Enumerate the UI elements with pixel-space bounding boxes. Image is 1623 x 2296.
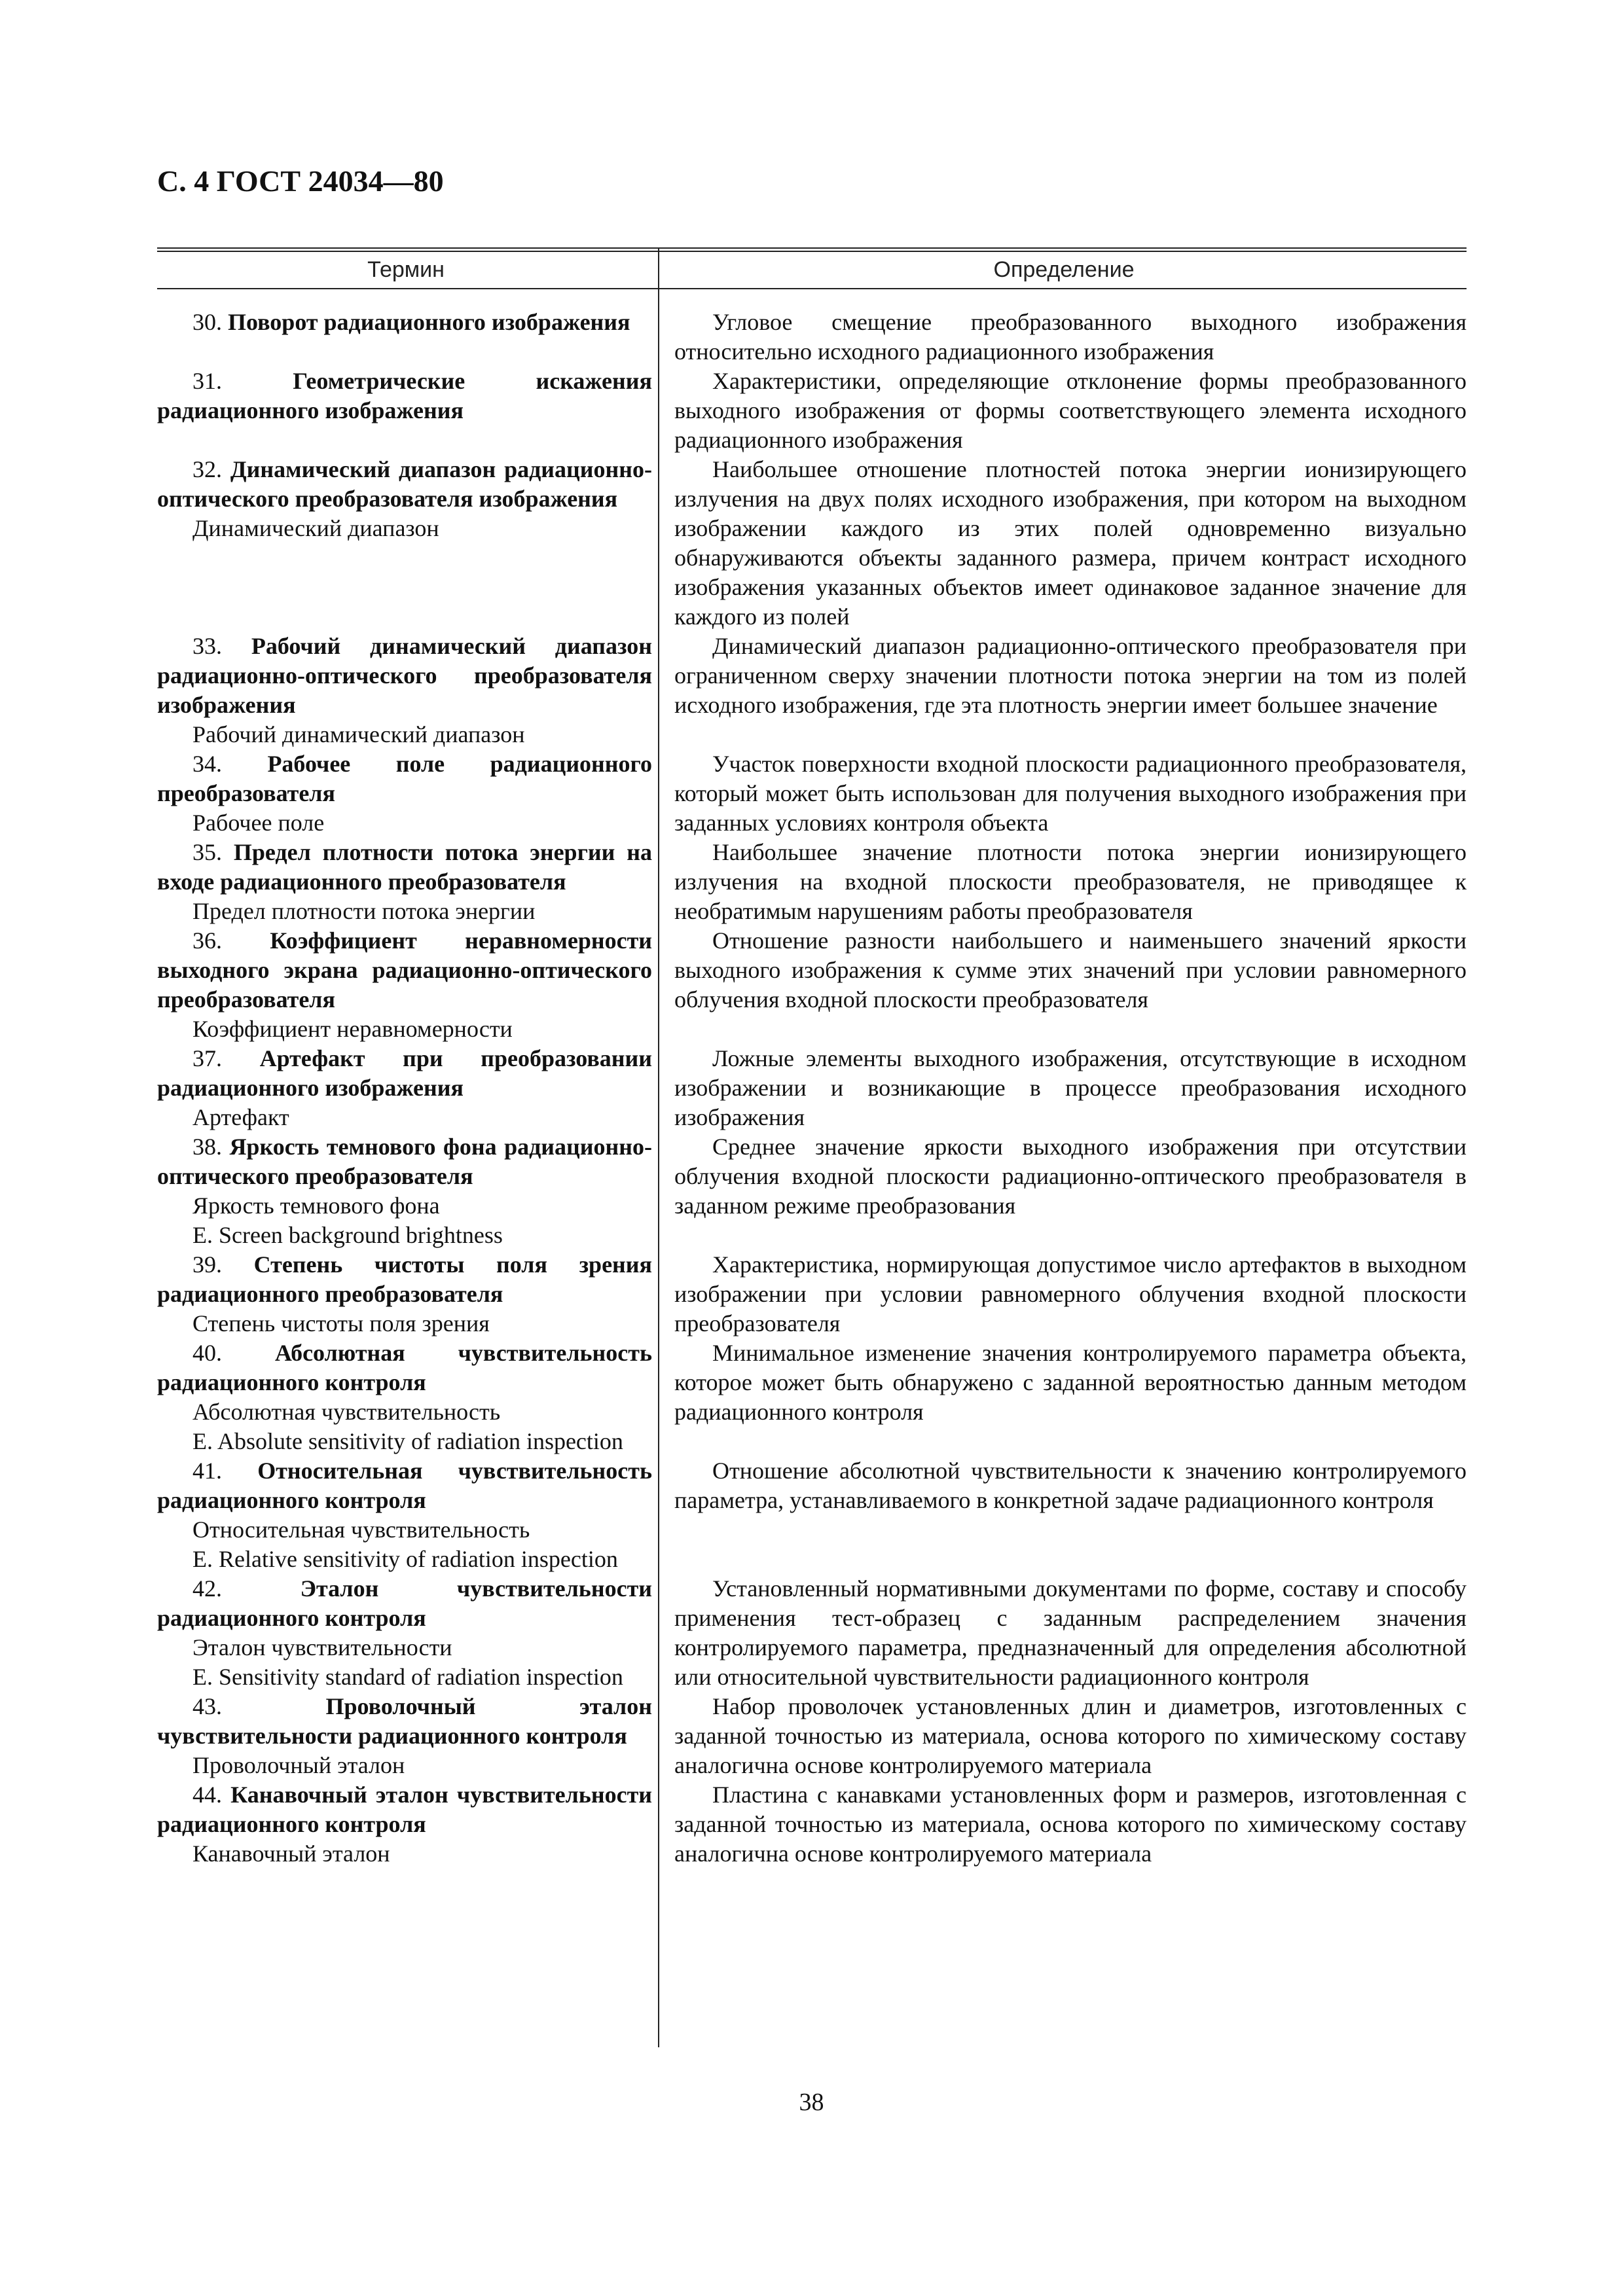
- table-header-rule: [157, 288, 1467, 289]
- table-row: [157, 1250, 1467, 1338]
- term-short-form: Яркость темнового фона: [192, 1193, 440, 1219]
- term-english: E. Absolute sensitivity of radiation inspection: [192, 1428, 623, 1454]
- table-row: [157, 367, 1467, 455]
- term-cell: [157, 632, 655, 749]
- table-row: [157, 1456, 1467, 1574]
- term-number: 32.: [192, 456, 222, 482]
- definition-cell: [655, 308, 1467, 367]
- term-title: Яркость темнового фона радиационно-оптического преобразователя: [157, 1134, 652, 1189]
- term-title: Артефакт при преобразовании радиационного изображения: [157, 1045, 653, 1101]
- definition-text: Угловое смещение преобразованного выходного изображения относительно исходного радиационного изображения: [674, 309, 1467, 365]
- definition-text: Наибольшее отношение плотностей потока энергии ионизирующего излучения на двух полях исходного изображения, при котором на выходном изображении каждого из этих полей одновременно визуально обнаруживаются объекты заданного размера, причем контраст исходного изображения указанных объектов имеет одинаковое заданное значение для каждого из полей: [674, 456, 1467, 630]
- term-title: Предел плотности потока энергии на входе радиационного преобразователя: [157, 839, 653, 895]
- term-number: 31.: [192, 368, 222, 394]
- column-header-definition: Определение: [993, 257, 1135, 282]
- term-cell: [157, 749, 655, 838]
- page-header: С. 4 ГОСТ 24034—80: [157, 164, 444, 198]
- definition-text: Участок поверхности входной плоскости радиационного преобразователя, который может быть использован для получения выходного изображения при заданных условиях контроля объекта: [674, 751, 1467, 836]
- table-row: [157, 838, 1467, 926]
- terms-table: [157, 308, 1467, 1869]
- definition-cell: [655, 1692, 1467, 1780]
- term-number: 42.: [192, 1575, 222, 1602]
- term-cell: [157, 1456, 655, 1574]
- term-cell: [157, 1574, 655, 1692]
- term-title: Относительная чувствительность радиационного контроля: [157, 1458, 652, 1513]
- definition-cell: [655, 1132, 1467, 1250]
- definition-text: Наибольшее значение плотности потока энергии ионизирующего излучения на входной плоскости преобразователя, не приводящее к необратимым нарушениям работы преобразователя: [674, 839, 1467, 924]
- term-title: Канавочный эталон чувствительности радиационного контроля: [157, 1782, 652, 1837]
- term-cell: [157, 308, 655, 367]
- table-row: [157, 749, 1467, 838]
- definition-cell: [655, 1338, 1467, 1456]
- definition-text: Установленный нормативными документами по форме, составу и способу применения тест-образец с заданным распределением значения контролируемого параметра, предназначенный для определения абсолютной или относительной чувствительности радиационного контроля: [674, 1575, 1467, 1690]
- term-cell: [157, 1692, 655, 1780]
- definition-cell: [655, 1574, 1467, 1692]
- term-short-form: Проволочный эталон: [192, 1752, 405, 1778]
- table-row: [157, 632, 1467, 749]
- term-title: Абсолютная чувствительность радиационного контроля: [157, 1340, 652, 1395]
- term-title: Проволочный эталон чувствительности радиационного контроля: [157, 1693, 652, 1749]
- page-number: 38: [799, 2089, 824, 2116]
- definition-text: Характеристика, нормирующая допустимое число артефактов в выходном изображении при условии равномерного облучения входной плоскости преобразователя: [674, 1251, 1467, 1336]
- definition-text: Минимальное изменение значения контролируемого параметра объекта, которое может быть обнаружено с заданной вероятностью данным методом радиационного контроля: [674, 1340, 1467, 1425]
- term-short-form: Коэффициент неравномерности: [192, 1016, 513, 1042]
- definition-text: Отношение разности наибольшего и наименьшего значений яркости выходного изображения к сумме этих значений при условии равномерного облучения входной плоскости преобразователя: [674, 927, 1467, 1013]
- term-short-form: Эталон чувствительности: [192, 1634, 452, 1660]
- term-title: Рабочее поле радиационного преобразователя: [157, 751, 652, 806]
- definition-text: Набор проволочек установленных длин и диаметров, изготовленных с заданной точностью из материала, основа которого по химическому составу аналогична основе контролируемого материала: [674, 1693, 1467, 1778]
- column-header-term: Термин: [367, 257, 445, 282]
- term-number: 37.: [192, 1045, 222, 1071]
- term-short-form: Рабочий динамический диапазон: [192, 721, 525, 747]
- term-short-form: Канавочный эталон: [192, 1840, 390, 1867]
- term-cell: [157, 367, 655, 455]
- definition-cell: [655, 1044, 1467, 1132]
- definition-cell: [655, 926, 1467, 1044]
- term-title: Коэффициент неравномерности выходного экрана радиационно-оптического преобразователя: [157, 927, 653, 1013]
- term-short-form: Предел плотности потока энергии: [192, 898, 536, 924]
- term-title: Поворот радиационного изображения: [228, 309, 630, 335]
- term-number: 38.: [192, 1134, 222, 1160]
- definition-text: Динамический диапазон радиационно-оптического преобразователя при ограниченном сверху значении плотности потока энергии на том из полей исходного изображения, где эта плотность энергии имеет большее значение: [674, 633, 1467, 718]
- table-row: [157, 455, 1467, 632]
- term-cell: [157, 1250, 655, 1338]
- table-row: [157, 926, 1467, 1044]
- definition-text: Пластина с канавками установленных форм и размеров, изготовленная с заданной точностью из материала, основа которого по химическому составу аналогична основе контролируемого материала: [674, 1782, 1467, 1867]
- term-cell: [157, 926, 655, 1044]
- term-title: Геометрические искажения радиационного изображения: [157, 368, 652, 423]
- term-cell: [157, 1338, 655, 1456]
- definition-cell: [655, 1456, 1467, 1574]
- term-number: 41.: [192, 1458, 222, 1484]
- table-row: [157, 1338, 1467, 1456]
- definition-cell: [655, 455, 1467, 632]
- term-cell: [157, 1132, 655, 1250]
- term-english: E. Relative sensitivity of radiation inspection: [192, 1546, 618, 1572]
- definition-cell: [655, 1780, 1467, 1869]
- term-title: Степень чистоты поля зрения радиационного преобразователя: [157, 1251, 653, 1307]
- term-number: 30.: [192, 309, 222, 335]
- term-short-form: Степень чистоты поля зрения: [192, 1310, 490, 1336]
- definition-cell: [655, 838, 1467, 926]
- definition-cell: [655, 367, 1467, 455]
- term-title: Динамический диапазон радиационно-оптического преобразователя изображения: [157, 456, 653, 512]
- term-title: Эталон чувствительности радиационного контроля: [157, 1575, 652, 1631]
- definition-cell: [655, 632, 1467, 749]
- term-cell: [157, 1044, 655, 1132]
- term-short-form: Артефакт: [192, 1104, 289, 1130]
- term-number: 39.: [192, 1251, 222, 1278]
- term-title: Рабочий динамический диапазон радиационно-оптического преобразователя изображения: [157, 633, 652, 718]
- term-english: E. Screen background brightness: [192, 1222, 503, 1248]
- term-number: 44.: [192, 1782, 222, 1808]
- table-row: [157, 1692, 1467, 1780]
- definition-text: Ложные элементы выходного изображения, отсутствующие в исходном изображении и возникающие в процессе преобразования исходного изображения: [674, 1045, 1467, 1130]
- definition-text: Отношение абсолютной чувствительности к значению контролируемого параметра, устанавливаемого в конкретной задаче радиационного контроля: [674, 1458, 1467, 1513]
- definition-text: Характеристики, определяющие отклонение формы преобразованного выходного изображения от формы соответствующего элемента исходного радиационного изображения: [674, 368, 1467, 453]
- table-row: [157, 1574, 1467, 1692]
- term-number: 40.: [192, 1340, 222, 1366]
- term-number: 36.: [192, 927, 222, 954]
- table-row: [157, 1044, 1467, 1132]
- term-number: 33.: [192, 633, 222, 659]
- term-short-form: Динамический диапазон: [192, 515, 439, 541]
- term-cell: [157, 838, 655, 926]
- term-short-form: Относительная чувствительность: [192, 1516, 530, 1543]
- term-number: 34.: [192, 751, 222, 777]
- table-row: [157, 308, 1467, 367]
- term-cell: [157, 455, 655, 632]
- table-row: [157, 1780, 1467, 1869]
- term-number: 43.: [192, 1693, 222, 1719]
- term-short-form: Рабочее поле: [192, 810, 325, 836]
- term-short-form: Абсолютная чувствительность: [192, 1399, 501, 1425]
- definition-text: Среднее значение яркости выходного изображения при отсутствии облучения входной плоскости радиационно-оптического преобразователя в заданном режиме преобразования: [674, 1134, 1467, 1219]
- table-row: [157, 1132, 1467, 1250]
- definition-cell: [655, 1250, 1467, 1338]
- term-cell: [157, 1780, 655, 1869]
- term-number: 35.: [192, 839, 222, 865]
- term-english: E. Sensitivity standard of radiation inspection: [192, 1664, 623, 1690]
- table-top-rule: [157, 247, 1467, 252]
- definition-cell: [655, 749, 1467, 838]
